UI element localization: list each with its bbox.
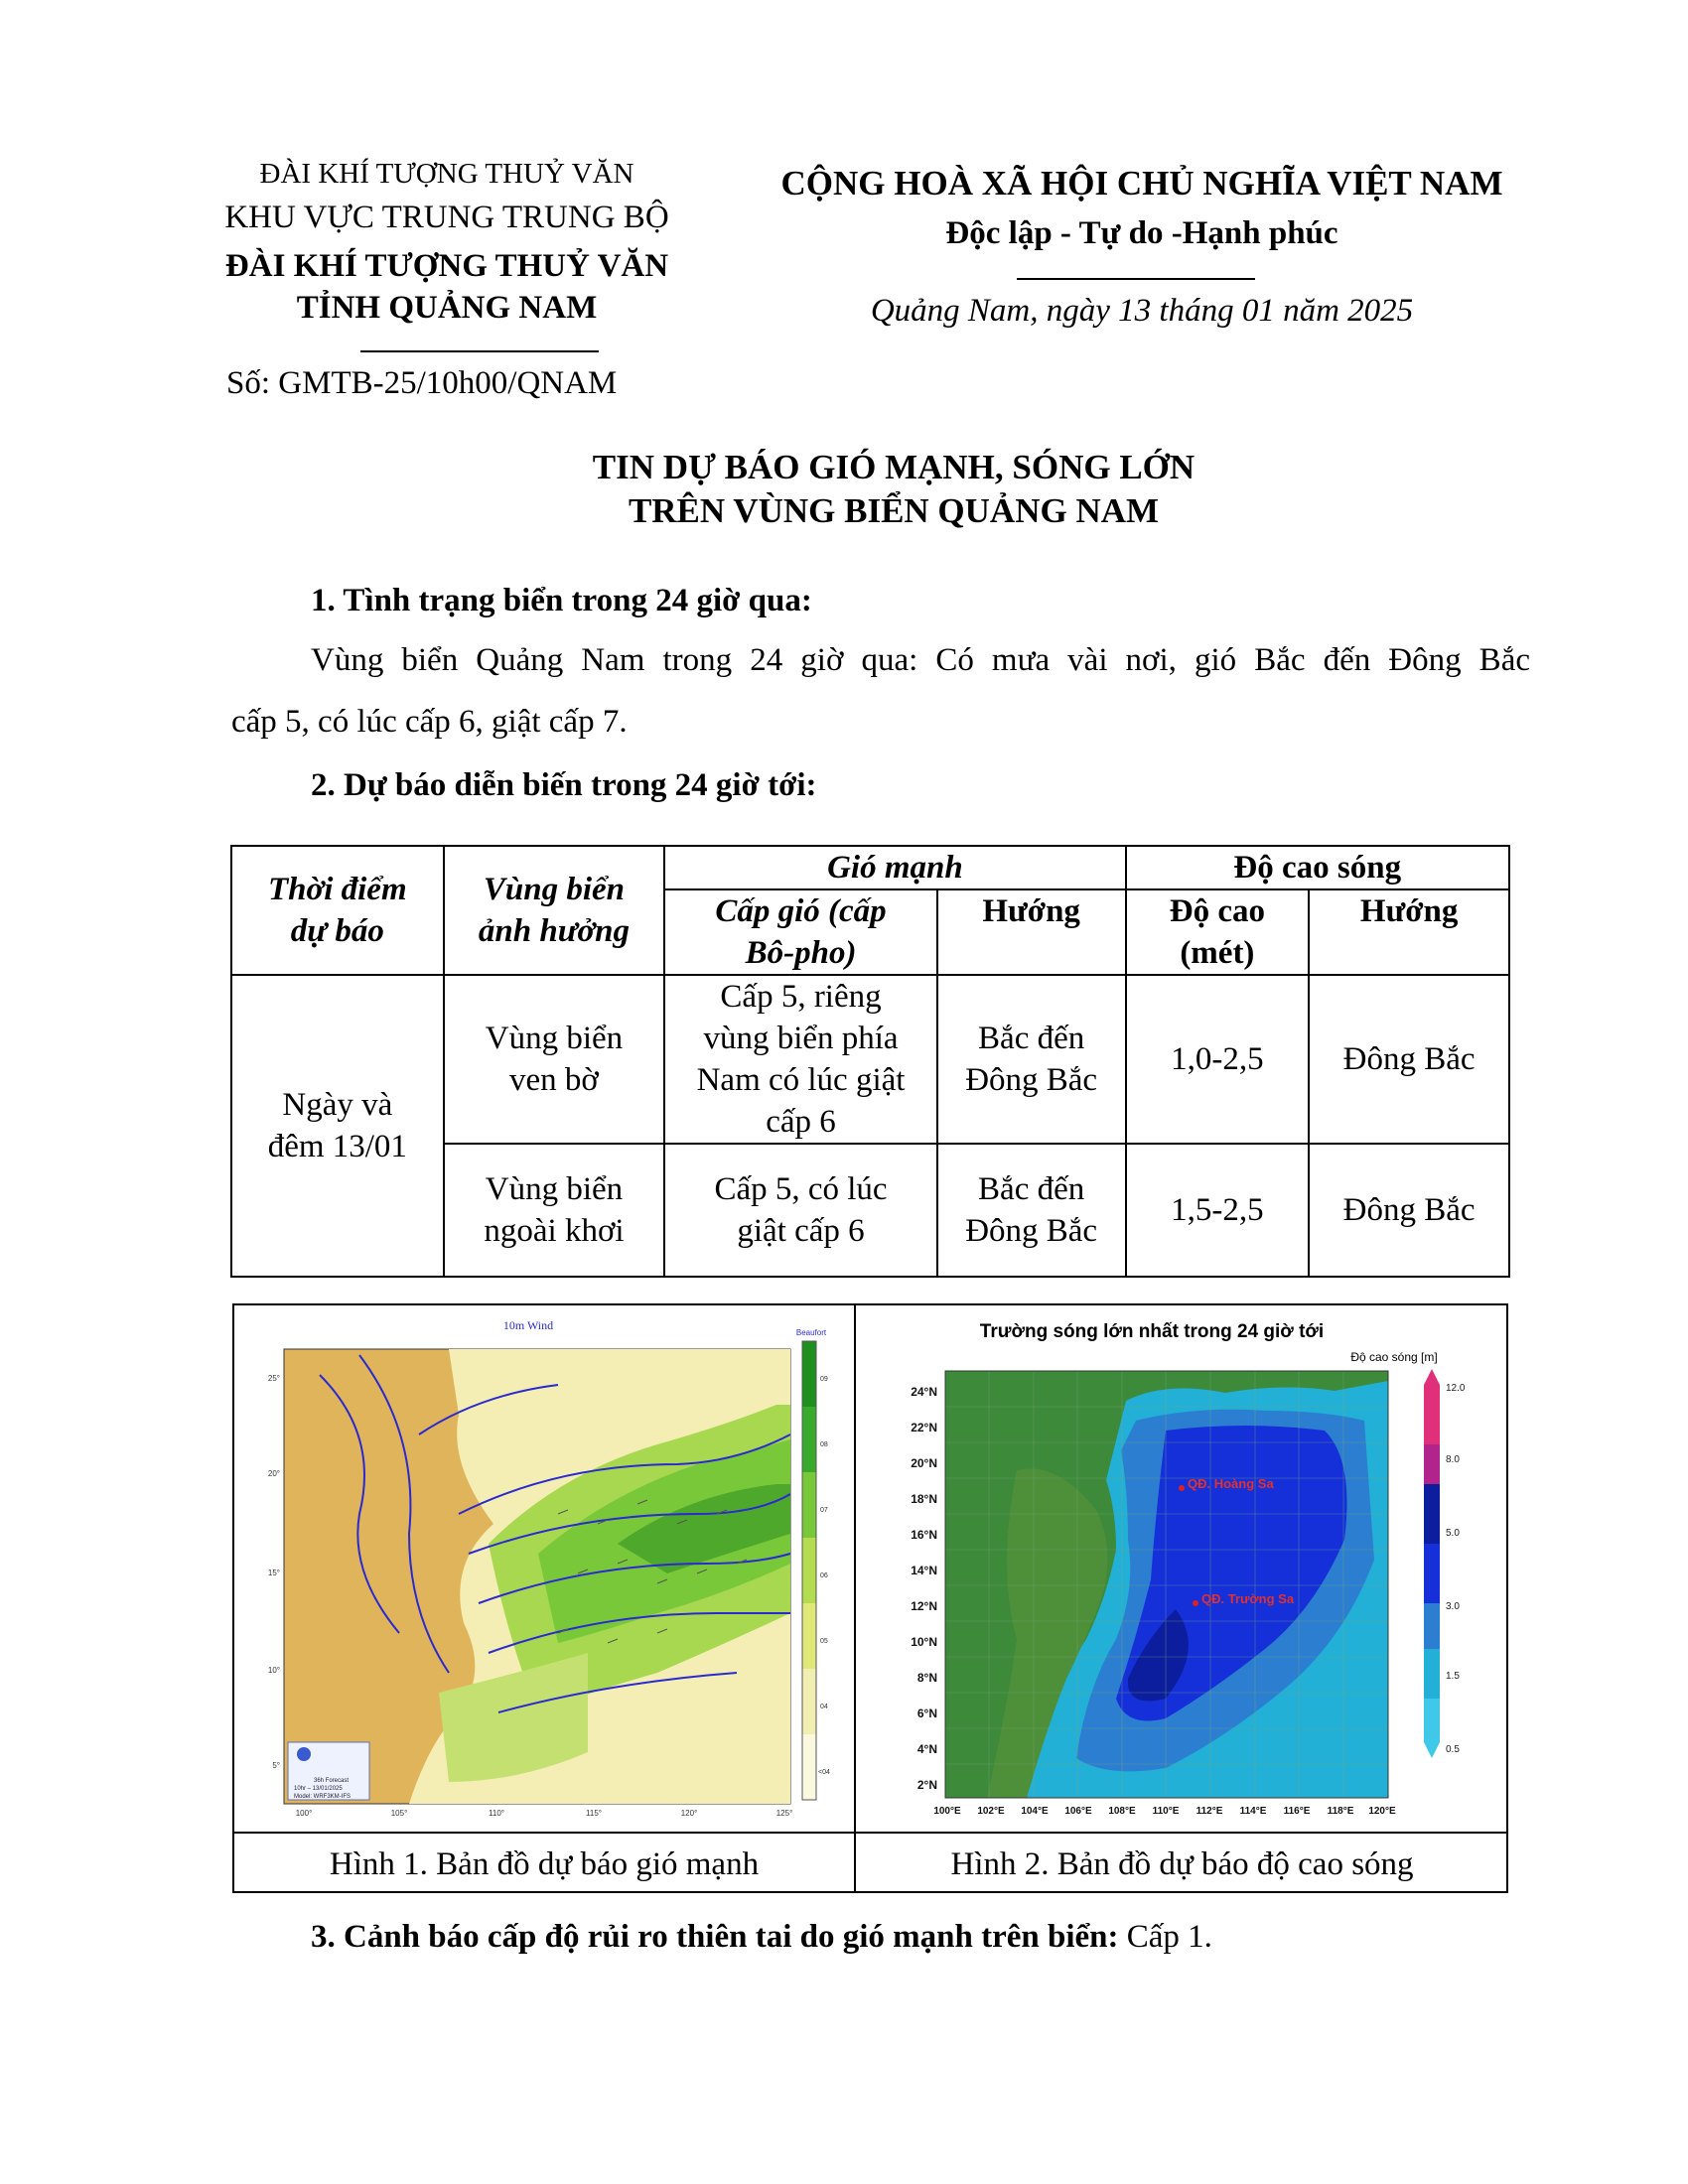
document-date: Quảng Nam, ngày 13 tháng 01 năm 2025 xyxy=(870,293,1414,329)
wind-level-cell: Cấp 5, riêng vùng biển phía Nam có lúc giật cấp 6 xyxy=(664,975,936,1144)
wind-map-title: 10m Wind xyxy=(502,1318,554,1332)
document-number: Số: GMTB-25/10h00/QNAM xyxy=(226,365,618,401)
wave-lon-label: 112°E xyxy=(1196,1806,1223,1817)
section2-heading: 2. Dự báo diễn biến trong 24 giờ tới: xyxy=(311,767,817,803)
header-strong-wind: Gió mạnh xyxy=(664,846,1125,889)
wave-legend-label: 8.0 xyxy=(1446,1454,1460,1465)
wind-lon-label: 105° xyxy=(390,1809,408,1818)
agency-name-line1: ĐÀI KHÍ TƯỢNG THUỶ VĂN xyxy=(224,248,669,284)
wave-lat-label: 18°N xyxy=(911,1492,937,1506)
wind-scale-unit: Beaufort xyxy=(795,1328,827,1337)
wind-lon-label: 125° xyxy=(775,1809,793,1818)
table-row xyxy=(231,975,1509,1144)
wind-level-cell: Cấp 5, có lúc giật cấp 6 xyxy=(664,1144,936,1277)
agency-region: KHU VỰC TRUNG TRUNG BỘ xyxy=(224,200,669,235)
wave-lon-label: 100°E xyxy=(933,1806,961,1817)
agency-name-line2: TỈNH QUẢNG NAM xyxy=(296,290,598,326)
wind-logo-line2: 10hr – 13/01/2025 xyxy=(294,1786,343,1792)
maps-table xyxy=(232,1303,1508,1893)
captions-divider xyxy=(234,1832,1506,1834)
wave-lat-label: 20°N xyxy=(911,1456,937,1470)
wind-logo-line3: Model: WRF3KM-IFS xyxy=(294,1794,352,1800)
wind-scale-label: <04 xyxy=(818,1769,830,1776)
forecast-time-cell: Ngày và đêm 13/01 xyxy=(231,975,444,1277)
header-wave-height: Độ cao sóng xyxy=(1126,846,1509,889)
document-title-line1: TIN DỰ BÁO GIÓ MẠNH, SÓNG LỚN xyxy=(592,448,1196,486)
wave-map-title: Trường sóng lớn nhất trong 24 giờ tới xyxy=(979,1321,1325,1342)
wind-lat-label: 25° xyxy=(267,1374,280,1383)
wave-lon-label: 116°E xyxy=(1283,1806,1311,1817)
section1-text-line1: Vùng biển Quảng Nam trong 24 giờ qua: Có mưa vài nơi, gió Bắc đến Đông Bắc xyxy=(311,642,1530,678)
section1-heading: 1. Tình trạng biển trong 24 giờ qua: xyxy=(311,583,812,618)
section3 xyxy=(311,1916,1212,1958)
map2-caption: Hình 2. Bản đồ dự báo độ cao sóng xyxy=(950,1846,1414,1882)
wave-lat-label: 6°N xyxy=(916,1706,937,1720)
area-cell: Vùng biển ngoài khơi xyxy=(444,1144,665,1277)
wave-lon-label: 118°E xyxy=(1327,1806,1354,1817)
wind-scale-label: 06 xyxy=(820,1572,828,1579)
wave-lon-label: 104°E xyxy=(1021,1806,1049,1817)
wave-lat-label: 10°N xyxy=(911,1635,937,1649)
wave-height-map xyxy=(868,1311,1499,1826)
label-hoang-sa: QĐ. Hoàng Sa xyxy=(1188,1476,1274,1491)
wave-lon-label: 106°E xyxy=(1064,1806,1092,1817)
wave-lat-label: 4°N xyxy=(916,1742,937,1756)
header-wind-direction: Hướng xyxy=(937,889,1126,975)
wind-lon-label: 120° xyxy=(680,1809,698,1818)
wind-scale-label: 09 xyxy=(820,1376,828,1383)
area-cell: Vùng biển ven bờ xyxy=(444,975,665,1144)
wave-legend-label: 12.0 xyxy=(1446,1383,1466,1394)
header-wind-level: Cấp gió (cấp Bô-pho) xyxy=(664,889,936,975)
header-wave-direction: Hướng xyxy=(1309,889,1509,975)
wind-lat-label: 15° xyxy=(267,1569,280,1577)
wind-scale-label: 07 xyxy=(820,1507,828,1514)
wave-direction-cell: Đông Bắc xyxy=(1309,1144,1509,1277)
section1-text-line2: cấp 5, có lúc cấp 6, giật cấp 7. xyxy=(231,704,628,740)
section3-heading: 3. Cảnh báo cấp độ rủi ro thiên tai do gió mạnh trên biển: xyxy=(311,1919,1119,1955)
map1-caption: Hình 1. Bản đồ dự báo gió mạnh xyxy=(329,1846,760,1882)
wave-legend-label: 3.0 xyxy=(1446,1601,1460,1612)
wave-lat-label: 14°N xyxy=(911,1564,937,1577)
header-forecast-time: Thời điểm dự báo xyxy=(231,846,444,975)
national-motto: Độc lập - Tự do -Hạnh phúc xyxy=(945,215,1338,251)
wind-lon-label: 100° xyxy=(295,1809,313,1818)
forecast-table xyxy=(230,845,1510,1278)
wave-lon-label: 110°E xyxy=(1152,1806,1180,1817)
wind-color-scale xyxy=(802,1341,816,1800)
wave-lat-label: 16°N xyxy=(911,1528,937,1542)
country-name: CỘNG HOÀ XÃ HỘI CHỦ NGHĨA VIỆT NAM xyxy=(780,164,1503,203)
header-left-rule xyxy=(360,350,599,352)
wind-lat-label: 10° xyxy=(267,1666,280,1675)
wind-direction-cell: Bắc đến Đông Bắc xyxy=(937,975,1126,1144)
table-header-row xyxy=(231,846,1509,889)
wind-lat-label: 20° xyxy=(267,1469,280,1478)
wave-legend-title: Độ cao sóng [m] xyxy=(1350,1350,1438,1364)
header-affected-area: Vùng biển ảnh hưởng xyxy=(444,846,665,975)
wave-lat-label: 22°N xyxy=(911,1421,937,1434)
wave-legend-label: 5.0 xyxy=(1446,1528,1460,1539)
agency-parent: ĐÀI KHÍ TƯỢNG THUỶ VĂN xyxy=(259,158,634,190)
wave-legend-label: 0.5 xyxy=(1446,1744,1460,1755)
wind-scale-label: 05 xyxy=(820,1638,828,1645)
wave-direction-cell: Đông Bắc xyxy=(1309,975,1509,1144)
wave-height-cell: 1,5-2,5 xyxy=(1126,1144,1310,1277)
wave-legend-bar xyxy=(1424,1369,1440,1758)
wave-lat-label: 24°N xyxy=(911,1385,937,1399)
wind-scale-label: 04 xyxy=(820,1704,828,1710)
document-title-line2: TRÊN VÙNG BIỂN QUẢNG NAM xyxy=(628,491,1160,530)
section3-value: Cấp 1. xyxy=(1118,1919,1212,1955)
wave-lat-label: 2°N xyxy=(916,1778,937,1792)
wind-logo-line1: 36h Forecast xyxy=(314,1778,350,1784)
wave-lon-label: 120°E xyxy=(1368,1806,1396,1817)
wind-direction-cell: Bắc đến Đông Bắc xyxy=(937,1144,1126,1277)
wind-lat-label: 5° xyxy=(272,1761,280,1770)
header-right-rule xyxy=(1017,278,1255,280)
wave-lat-label: 12°N xyxy=(911,1599,937,1613)
wind-lon-label: 115° xyxy=(586,1809,602,1818)
wave-height-cell: 1,0-2,5 xyxy=(1126,975,1310,1144)
maps-divider xyxy=(854,1305,856,1891)
wind-lon-label: 110° xyxy=(489,1809,504,1818)
label-truong-sa: QĐ. Trường Sa xyxy=(1201,1591,1295,1606)
wind-forecast-map xyxy=(260,1315,836,1826)
wave-lon-label: 108°E xyxy=(1108,1806,1136,1817)
header-wave-height-m: Độ cao (mét) xyxy=(1126,889,1310,975)
wave-legend-label: 1.5 xyxy=(1446,1671,1460,1682)
wind-scale-label: 08 xyxy=(820,1441,828,1448)
wave-lon-label: 102°E xyxy=(977,1806,1005,1817)
wave-lon-label: 114°E xyxy=(1239,1806,1267,1817)
wave-lat-label: 8°N xyxy=(916,1671,937,1685)
